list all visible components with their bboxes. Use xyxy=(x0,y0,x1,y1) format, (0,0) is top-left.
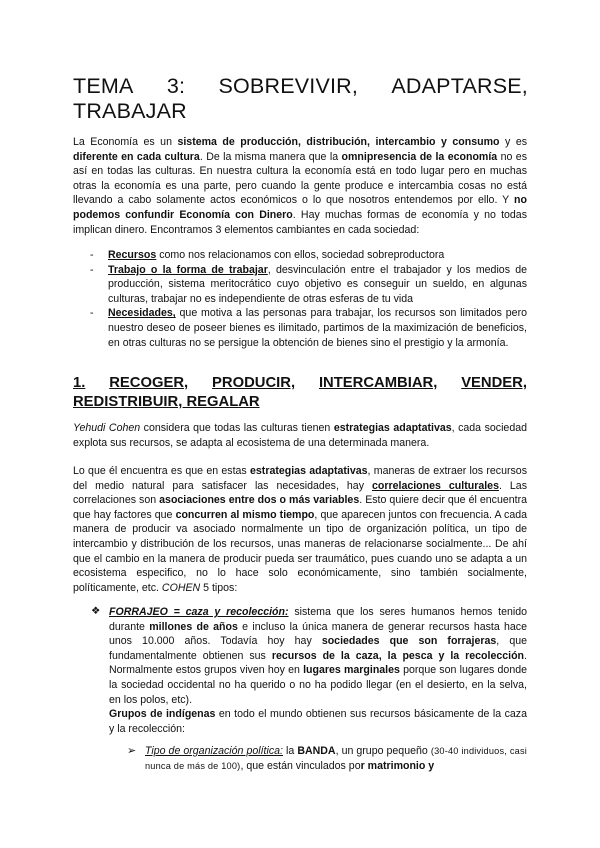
page-title xyxy=(73,74,528,124)
title-word: 3: xyxy=(166,74,186,98)
diamond-bullet-icon: ❖ xyxy=(91,605,101,617)
heading-word: 1. xyxy=(73,375,86,391)
title-word: ADAPTARSE, xyxy=(391,74,528,98)
title-line2: TRABAJAR xyxy=(73,99,187,123)
title-word: TEMA xyxy=(73,74,134,98)
section-heading xyxy=(73,374,527,412)
heading-word: RECOGER, xyxy=(109,375,189,391)
heading-line2: REDISTRIBUIR, REGALAR xyxy=(73,394,260,410)
heading-word: PRODUCIR, xyxy=(212,375,296,391)
list-item: - Necesidades, que motiva a las personas para trabajar, los recursos son limitados pero nuestro deseo de poseer bienes es ilimitado, partimos de la maximización de beneficios, en otras culturas no se persigue la obtención de bienes sino el prestigio y la armonía. xyxy=(73,306,527,350)
title-word: SOBREVIVIR, xyxy=(218,74,359,98)
list-item: - Trabajo o la forma de trabajar, desvinculación entre el trabajador y los medios de producción, sistema meritocrático cuyo objetivo es conseguir un sueldo, en algunas culturas, trabajar no es independiente de otras esferas de tu vida xyxy=(73,263,527,307)
intro-paragraph: La Economía es un sistema de producción, distribución, intercambio y consumo y es diferente en cada cultura. De la misma manera que la omnipresencia de la economía no es así en todas las culturas. En nuestra cultura la economía está en todo lugar pero en muchas otras la economía es una parte, pero cuando la gente produce e intercambia cosas no está llevando a cabo solamente actos económicos o lo que nosotros entendemos por ello. Y no podemos confundir Economía con Dinero. Hay muchas formas de economía y no todas implican dinero. Encontramos 3 elementos cambiantes en cada sociedad: xyxy=(73,136,528,236)
heading-word: VENDER, xyxy=(461,375,527,391)
list-item: - Recursos como nos relacionamos con ellos, sociedad sobreproductora xyxy=(73,248,527,263)
heading-word: INTERCAMBIAR, xyxy=(318,375,438,391)
correlations-paragraph: Lo que él encuentra es que en estas estrategias adaptativas, maneras de extraer los recursos del medio natural para satisfacer las necesidades, hay correlaciones culturales. Las correlaciones son asociaciones entre dos o más variables. Esto quiere decir que él encuentra que hay factores que concurren al mismo tiempo, que aparecen juntos con frecuencia. A cada manera de producir va asociado normalmente un tipo de organización política, un tipo de intercambio y distribución de los recursos, unas maneras de relacionarse socialmente... De ahí que el cambio en la manera de producir pueda ser traumático, pues cuando uno se adapta a un ecosistema especifico, no lo hace solo económicamente, sino también socialmente, políticamente, etc. COHEN 5 tipos: xyxy=(73,465,528,594)
cohen-paragraph: Yehudi Cohen considera que todas las culturas tienen estrategias adaptativas, cada sociedad explota sus recursos, se adapta al ecosistema de una determinada manera. xyxy=(73,422,527,449)
forrajeo-paragraph: FORRAJEO = caza y recolección: sistema que los seres humanos hemos tenido durante millones de años e incluso la única manera de generar recursos hasta hace unos 10.000 años. Todavía hoy hay sociedades que son forrajeras, que fundamentalmente obtienen sus recursos de la caza, la pesca y la recolección. Normalmente estos grupos viven hoy en lugares marginales porque son lugares donde la sociedad occidental no ha querido o no ha podido llegar (en el desierto, en la selva, en los polos, etc). Grupos de indígenas en todo el mundo obtienen sus recursos básicamente de la caza y la recolección: xyxy=(109,606,528,735)
elements-list xyxy=(73,248,527,350)
org-paragraph: Tipo de organización política: la BANDA, un grupo pequeño (30-40 individuos, casi nunca de más de 100), que están vinculados por matrimonio y xyxy=(145,745,528,772)
arrow-bullet-icon: ➢ xyxy=(127,745,137,757)
